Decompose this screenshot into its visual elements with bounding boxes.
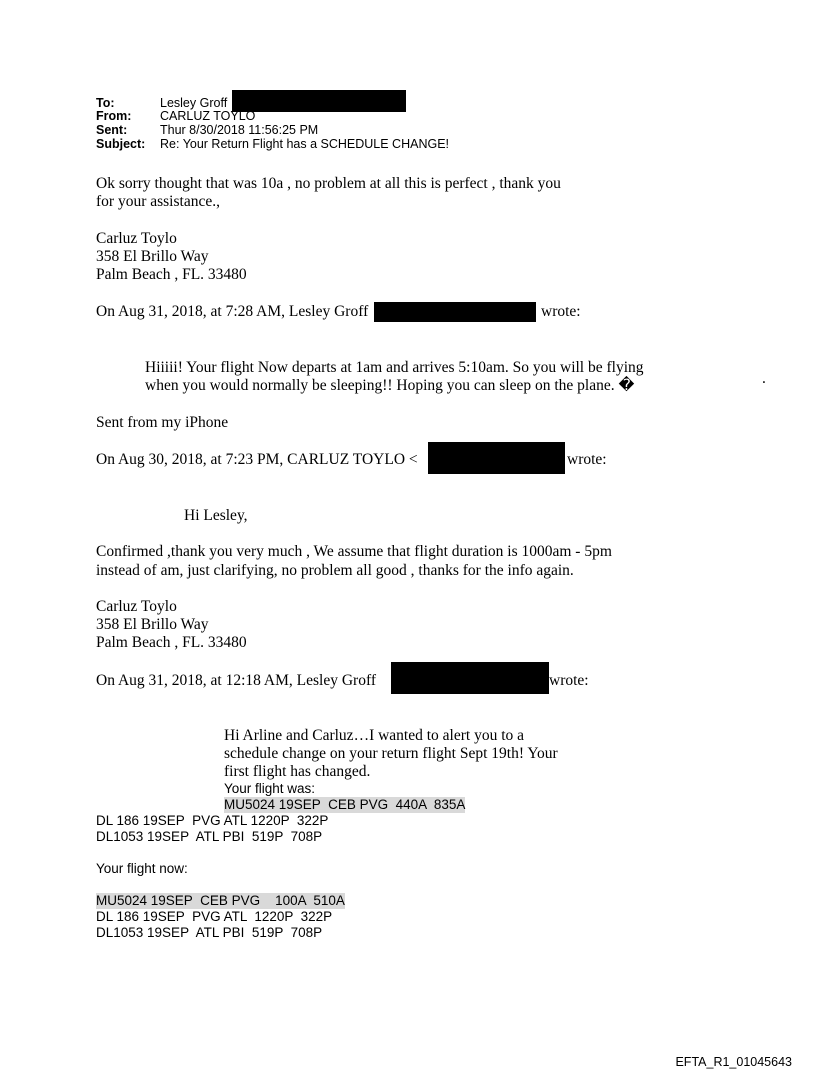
signature1-name: Carluz Toylo <box>96 230 177 247</box>
quote2-wrote: wrote: <box>567 451 607 468</box>
new-flight-row: DL 186 19SEP PVG ATL 1220P 322P <box>96 909 333 924</box>
document-id: EFTA_R1_01045643 <box>675 1055 792 1069</box>
sent-row <box>96 124 318 137</box>
from-row <box>96 110 255 123</box>
signature1-street: 358 El Brillo Way <box>96 248 209 265</box>
sent-from-line: Sent from my iPhone <box>96 414 229 431</box>
message4-line2: schedule change on your return flight Sept 19th! Your <box>224 745 558 762</box>
quote1-wrote: wrote: <box>541 303 581 320</box>
greeting: Hi Lesley, <box>184 507 248 524</box>
sent-value: Thur 8/30/2018 11:56:25 PM <box>160 123 319 137</box>
subject-value: Re: Your Return Flight has a SCHEDULE CHANGE! <box>160 137 450 151</box>
subject-label: Subject: <box>96 137 146 151</box>
message2-line1: Hiiiii! Your flight Now departs at 1am and arrives 5:10am. So you will be flying <box>145 359 644 376</box>
message4-line3: first flight has changed. <box>224 763 371 780</box>
signature2-city: Palm Beach , FL. 33480 <box>96 634 247 651</box>
new-flight-row: DL1053 19SEP ATL PBI 519P 708P <box>96 925 323 940</box>
stray-dot: . <box>762 370 766 387</box>
quote2-intro: On Aug 30, 2018, at 7:23 PM, CARLUZ TOYLO < <box>96 451 418 468</box>
signature1-city: Palm Beach , FL. 33480 <box>96 266 247 283</box>
redaction-bar <box>391 662 549 694</box>
sent-label: Sent: <box>96 123 128 137</box>
new-flight-row: MU5024 19SEP CEB PVG 100A 510A <box>96 893 345 908</box>
redaction-bar <box>374 302 536 322</box>
old-flight-row: MU5024 19SEP CEB PVG 440A 835A <box>224 797 466 812</box>
message1-line1: Ok sorry thought that was 10a , no problem at all this is perfect , thank you <box>96 175 561 192</box>
from-value: CARLUZ TOYLO <box>160 109 256 123</box>
message1-line2: for your assistance., <box>96 193 220 210</box>
quote1-intro: On Aug 31, 2018, at 7:28 AM, Lesley Groff <box>96 303 369 320</box>
quote3-intro: On Aug 31, 2018, at 12:18 AM, Lesley Groff <box>96 672 376 689</box>
message2-line2: when you would normally be sleeping!! Hoping you can sleep on the plane. � <box>145 377 635 394</box>
redaction-bar <box>232 90 406 112</box>
quote3-wrote: wrote: <box>549 672 589 689</box>
message3-line1: Confirmed ,thank you very much , We assume that flight duration is 1000am - 5pm <box>96 543 612 560</box>
old-flight-row: DL1053 19SEP ATL PBI 519P 708P <box>96 829 323 844</box>
from-label: From: <box>96 109 132 123</box>
subject-row <box>96 138 449 151</box>
to-value: Lesley Groff <box>160 96 228 110</box>
message4-line1: Hi Arline and Carluz…I wanted to alert you to a <box>224 727 525 744</box>
signature2-name: Carluz Toylo <box>96 598 177 615</box>
message3-line2: instead of am, just clarifying, no problem all good , thanks for the info again. <box>96 562 574 579</box>
redaction-bar <box>428 442 565 474</box>
signature2-street: 358 El Brillo Way <box>96 616 209 633</box>
new-itinerary-title: Your flight now: <box>96 861 188 876</box>
old-flight-row: DL 186 19SEP PVG ATL 1220P 322P <box>96 813 329 828</box>
to-label: To: <box>96 96 115 110</box>
old-itinerary-title: Your flight was: <box>224 781 316 796</box>
